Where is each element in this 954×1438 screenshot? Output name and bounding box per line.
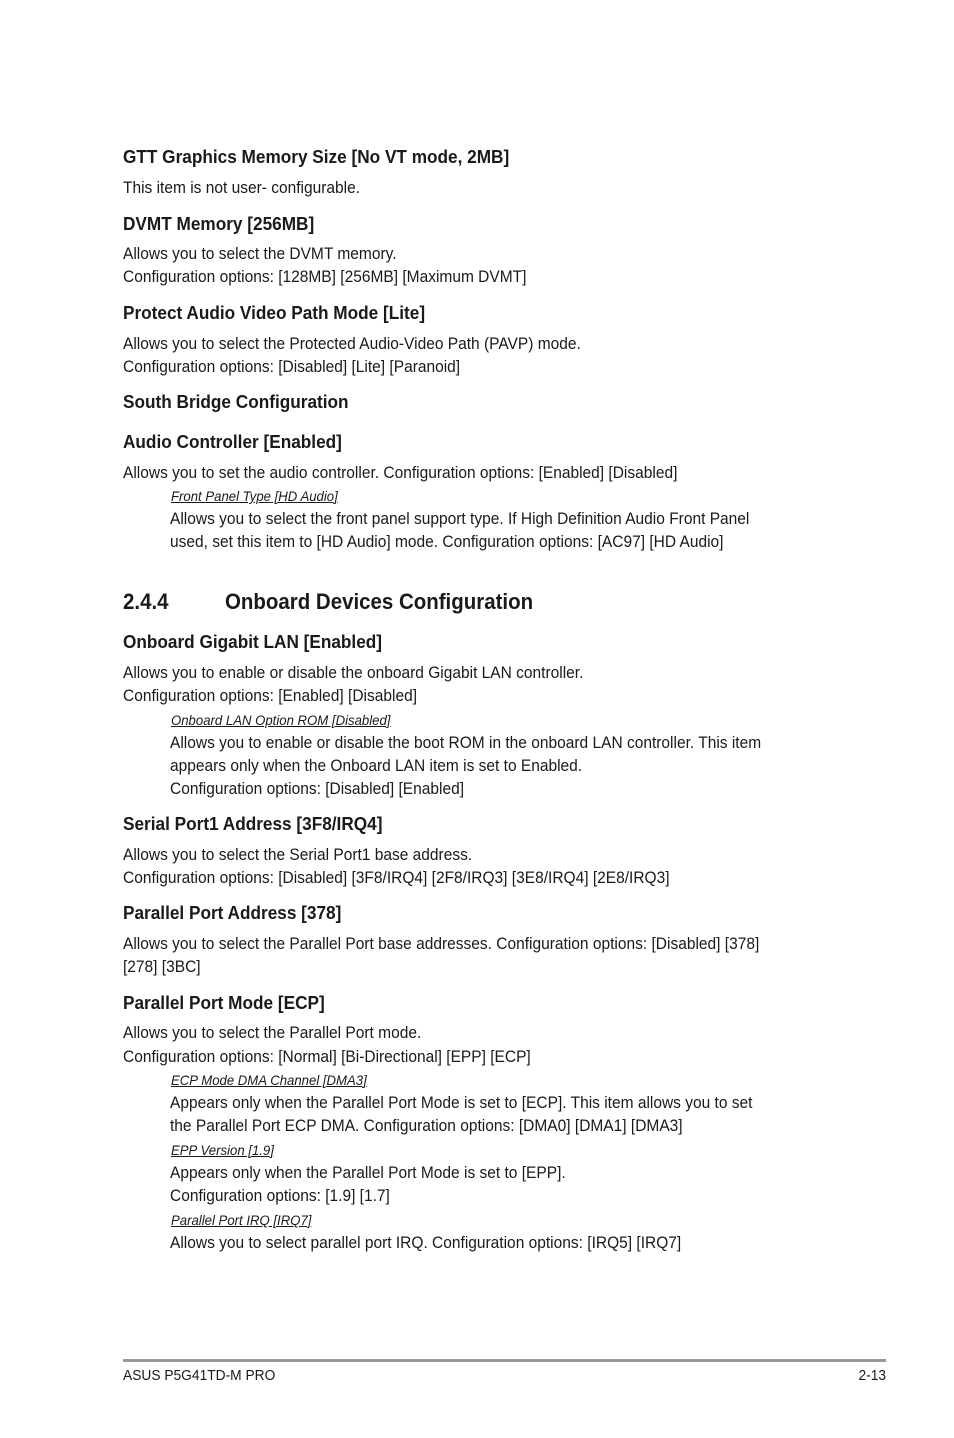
parallel-irq-title: Parallel Port IRQ [IRQ7] xyxy=(171,1212,312,1228)
footer-divider xyxy=(123,1359,886,1362)
front-panel-description-2: used, set this item to [HD Audio] mode. Configuration options: [AC97] [HD Audio] xyxy=(170,533,724,551)
south-bridge-heading: South Bridge Configuration xyxy=(123,391,349,412)
pavp-options: Configuration options: [Disabled] [Lite] [Paranoid] xyxy=(123,358,461,376)
parallel-address-description-2: [278] [3BC] xyxy=(123,958,201,976)
parallel-address-description-1: Allows you to select the Parallel Port base addresses. Configuration options: [Disabled] [378] xyxy=(123,935,760,953)
serial-options: Configuration options: [Disabled] [3F8/IRQ4] [2F8/IRQ3] [3E8/IRQ4] [2E8/IRQ3] xyxy=(123,869,670,887)
pavp-heading: Protect Audio Video Path Mode [Lite] xyxy=(123,302,426,323)
footer-page-number: 2-13 xyxy=(858,1368,886,1384)
ecp-dma-title: ECP Mode DMA Channel [DMA3] xyxy=(171,1072,367,1088)
front-panel-type-title: Front Panel Type [HD Audio] xyxy=(171,488,338,504)
parallel-address-heading: Parallel Port Address [378] xyxy=(123,902,342,923)
lan-rom-title: Onboard LAN Option ROM [Disabled] xyxy=(171,712,391,728)
dvmt-options: Configuration options: [128MB] [256MB] [Maximum DVMT] xyxy=(123,268,527,286)
section-title: Onboard Devices Configuration xyxy=(225,589,534,614)
front-panel-description-1: Allows you to select the front panel support type. If High Definition Audio Front Panel xyxy=(170,510,750,528)
dvmt-heading: DVMT Memory [256MB] xyxy=(123,213,315,234)
parallel-mode-heading: Parallel Port Mode [ECP] xyxy=(123,992,325,1013)
epp-version-title: EPP Version [1.9] xyxy=(171,1142,274,1158)
serial-heading: Serial Port1 Address [3F8/IRQ4] xyxy=(123,813,383,834)
lan-heading: Onboard Gigabit LAN [Enabled] xyxy=(123,631,383,652)
serial-description: Allows you to select the Serial Port1 base address. xyxy=(123,846,473,864)
epp-version-description: Appears only when the Parallel Port Mode is set to [EPP]. xyxy=(170,1164,566,1182)
epp-version-options: Configuration options: [1.9] [1.7] xyxy=(170,1187,390,1205)
footer-product-name: ASUS P5G41TD-M PRO xyxy=(123,1368,276,1384)
lan-description: Allows you to enable or disable the onboard Gigabit LAN controller. xyxy=(123,664,584,682)
gtt-heading: GTT Graphics Memory Size [No VT mode, 2MB] xyxy=(123,146,510,167)
pavp-description: Allows you to select the Protected Audio-Video Path (PAVP) mode. xyxy=(123,335,581,353)
audio-description: Allows you to set the audio controller. Configuration options: [Enabled] [Disabled] xyxy=(123,464,678,482)
lan-options: Configuration options: [Enabled] [Disabled] xyxy=(123,687,418,705)
audio-heading: Audio Controller [Enabled] xyxy=(123,431,342,452)
lan-rom-options: Configuration options: [Disabled] [Enabled] xyxy=(170,780,465,798)
ecp-dma-description-1: Appears only when the Parallel Port Mode is set to [ECP]. This item allows you to set xyxy=(170,1094,753,1112)
section-number: 2.4.4 xyxy=(123,589,169,614)
dvmt-description: Allows you to select the DVMT memory. xyxy=(123,245,397,263)
lan-rom-description-1: Allows you to enable or disable the boot ROM in the onboard LAN controller. This item xyxy=(170,734,762,752)
parallel-mode-description: Allows you to select the Parallel Port mode. xyxy=(123,1024,422,1042)
gtt-description: This item is not user- configurable. xyxy=(123,179,361,197)
parallel-mode-options: Configuration options: [Normal] [Bi-Directional] [EPP] [ECP] xyxy=(123,1048,531,1066)
lan-rom-description-2: appears only when the Onboard LAN item is set to Enabled. xyxy=(170,757,583,775)
parallel-irq-description: Allows you to select parallel port IRQ. Configuration options: [IRQ5] [IRQ7] xyxy=(170,1234,682,1252)
ecp-dma-description-2: the Parallel Port ECP DMA. Configuration options: [DMA0] [DMA1] [DMA3] xyxy=(170,1117,683,1135)
